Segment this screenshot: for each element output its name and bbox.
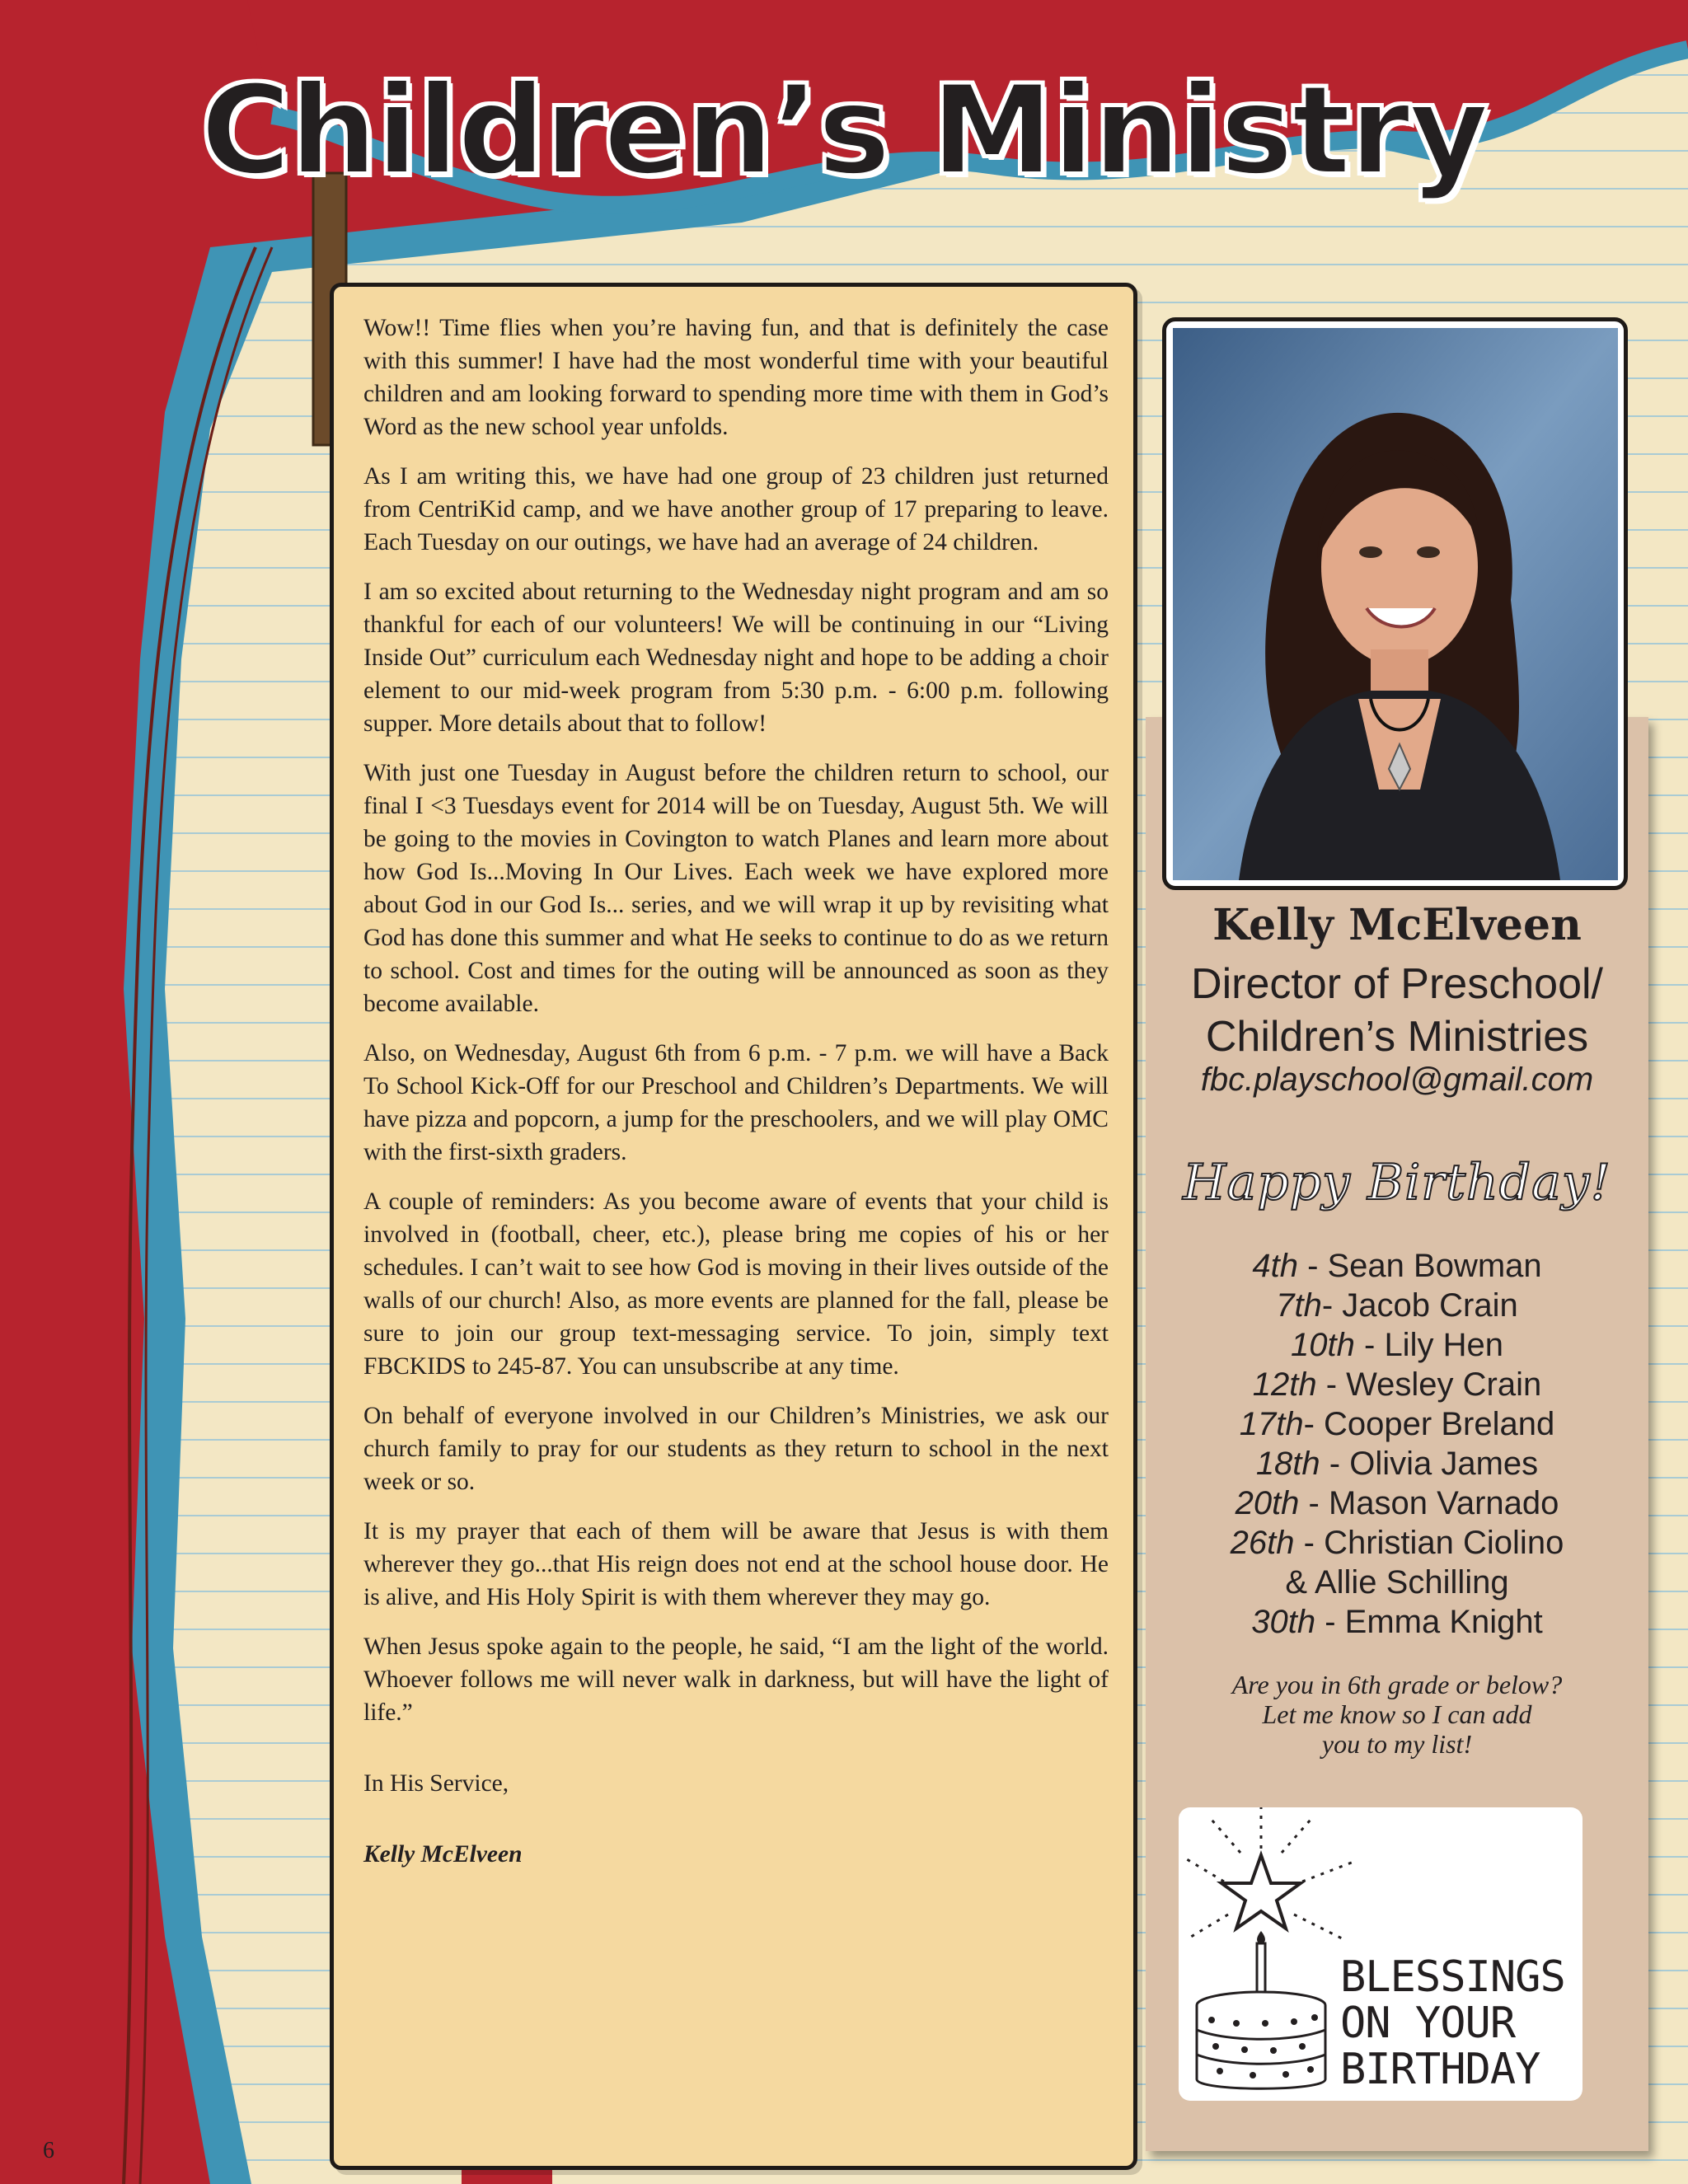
birthday-entry <box>1146 1563 1648 1602</box>
birthday-entry <box>1146 1404 1648 1444</box>
card-text-line: BIRTHDAY <box>1340 2045 1540 2094</box>
birthday-day: 30th <box>1251 1604 1316 1640</box>
birthday-day: 10th <box>1291 1327 1355 1363</box>
birthday-heading: Happy Birthday! <box>1183 1154 1611 1212</box>
letter-closing: In His Service, <box>363 1770 509 1797</box>
birthday-note-line: Let me know so I can add <box>1262 1699 1532 1729</box>
birthday-names: Olivia James <box>1349 1446 1539 1482</box>
birthday-day: 4th <box>1252 1248 1298 1284</box>
profile-role-line: Director of Preschool/ <box>1191 960 1603 1008</box>
letter-body <box>363 312 1109 1887</box>
page-title: Children’s Ministry <box>200 59 1488 203</box>
birthday-day: 20th <box>1235 1485 1300 1521</box>
birthday-names: Jacob Crain <box>1342 1287 1518 1324</box>
birthday-names: Lily Hen <box>1384 1327 1503 1363</box>
birthday-separator: - <box>1297 1248 1328 1284</box>
portrait-image <box>1173 328 1618 880</box>
birthday-entry <box>1146 1444 1648 1483</box>
birthday-entry <box>1146 1286 1648 1325</box>
letter-paragraph: I am so excited about returning to the Wednesday night program and am so thankful for each of our volunteers! We will be continuing in our “Living Inside Out” curriculum each Wednesday night and hope to be adding a choir element to our mid-week program from 5:30 p.m. - 6:00 p.m. following supper. More details about that to follow! <box>363 579 1109 737</box>
birthday-day: 26th <box>1230 1525 1295 1561</box>
birthday-separator: - <box>1321 1287 1343 1324</box>
birthday-note <box>1146 1670 1648 1759</box>
birthday-names: Christian Ciolino <box>1324 1525 1564 1561</box>
birthday-separator: - <box>1320 1446 1350 1482</box>
birthday-note-line: you to my list! <box>1321 1729 1473 1759</box>
letter-paragraph: It is my prayer that each of them will be aware that Jesus is with them wherever they go...that His reign does not end at the school house door. He is alive, and His Holy Spirit is with them wherever they may go. <box>363 1518 1109 1610</box>
birthday-separator: - <box>1316 1366 1347 1403</box>
birthday-names: Emma Knight <box>1344 1604 1543 1640</box>
profile-name: Kelly McElveen <box>1212 900 1582 950</box>
birthday-card <box>1179 1807 1582 2101</box>
birthday-day: 7th <box>1276 1287 1322 1324</box>
birthday-names: Mason Varnado <box>1328 1485 1559 1521</box>
birthday-day: 18th <box>1255 1446 1320 1482</box>
letter-signature: Kelly McElveen <box>363 1841 523 1868</box>
card-text-line: BLESSINGS <box>1340 1952 1565 2002</box>
letter-paragraph: As I am writing this, we have had one group of 23 children just returned from CentriKid camp, and we have another group of 17 preparing to leave. Each Tuesday on our outings, we have had an average of 24 children. <box>363 463 1109 555</box>
birthday-entry <box>1146 1523 1648 1563</box>
profile-role-line: Children’s Ministries <box>1205 1013 1589 1061</box>
birthday-entry <box>1146 1365 1648 1404</box>
letter-paragraph: When Jesus spoke again to the people, he said, “I am the light of the world. Whoever follows me will never walk in darkness, but will have the light of life.” <box>363 1633 1109 1726</box>
birthday-cake-icon <box>1197 1931 1325 2088</box>
birthday-separator: - <box>1303 1406 1325 1442</box>
birthday-day: 17th <box>1239 1406 1304 1442</box>
birthday-names: Cooper Breland <box>1324 1406 1555 1442</box>
letter-paragraph: A couple of reminders: As you become aware of events that your child is involved in (football, cheer, etc.), please bring me copies of his or her schedules. I can’t wait to see how God is moving in their lives outside of the walls of our church! Also, as more events are planned for the fall, please be sure to join our group text-messaging service. To join, simply text FBCKIDS to 245-87. You can unsubscribe at any time. <box>363 1188 1109 1380</box>
page-number: 6 <box>43 2138 54 2163</box>
card-text <box>1340 1954 1579 2093</box>
birthday-note-line: Are you in 6th grade or below? <box>1231 1670 1563 1699</box>
birthday-names: Wesley Crain <box>1346 1366 1542 1403</box>
card-text-line: ON YOUR <box>1340 1999 1516 2048</box>
birthday-entry <box>1146 1483 1648 1523</box>
letter-paragraph: Wow!! Time flies when you’re having fun, and that is definitely the case with this summer! I have had the most wonderful time with your beautiful children and am looking forward to spending more time with them in God’s Word as the new school year unfolds. <box>363 315 1109 440</box>
birthday-names: Sean Bowman <box>1327 1248 1542 1284</box>
portrait-photo <box>1162 317 1628 890</box>
letter-paragraph: With just one Tuesday in August before the children return to school, our final I <3 Tuesdays event for 2014 will be on Tuesday, August 5th. We will be going to the movies in Covington to watch Planes and learn more about how God Is...Moving In Our Lives. Each week we have explored more about God in our God Is... series, and we will wrap it up by revisiting what God has done this summer and what He seeks to continue to do as we return to school. Cost and times for the outing will be announced as soon as they become available. <box>363 760 1109 1017</box>
birthday-names: & Allie Schilling <box>1285 1564 1509 1601</box>
birthday-entry <box>1146 1602 1648 1642</box>
letter-paragraph: Also, on Wednesday, August 6th from 6 p.m. - 7 p.m. we will have a Back To School Kick-Off for our Preschool and Children’s Departments. We will have pizza and popcorn, a jump for the preschoolers, and we will play OMC with the first-sixth graders. <box>363 1040 1109 1165</box>
birthday-separator: - <box>1299 1485 1329 1521</box>
profile-email[interactable]: fbc.playschool@gmail.com <box>1200 1062 1594 1098</box>
birthday-separator: - <box>1315 1604 1345 1640</box>
star-icon <box>1183 1807 1356 1939</box>
birthday-day: 12th <box>1252 1366 1317 1403</box>
birthday-separator: - <box>1354 1327 1385 1363</box>
profile-role <box>1146 958 1648 1063</box>
birthday-entry <box>1146 1325 1648 1365</box>
birthday-entry <box>1146 1246 1648 1286</box>
birthday-list <box>1146 1246 1648 1642</box>
letter-paragraph: On behalf of everyone involved in our Children’s Ministries, we ask our church family to pray for our students as they return to school in the next week or so. <box>363 1403 1109 1495</box>
letter-box <box>330 283 1137 2170</box>
birthday-separator: - <box>1294 1525 1325 1561</box>
